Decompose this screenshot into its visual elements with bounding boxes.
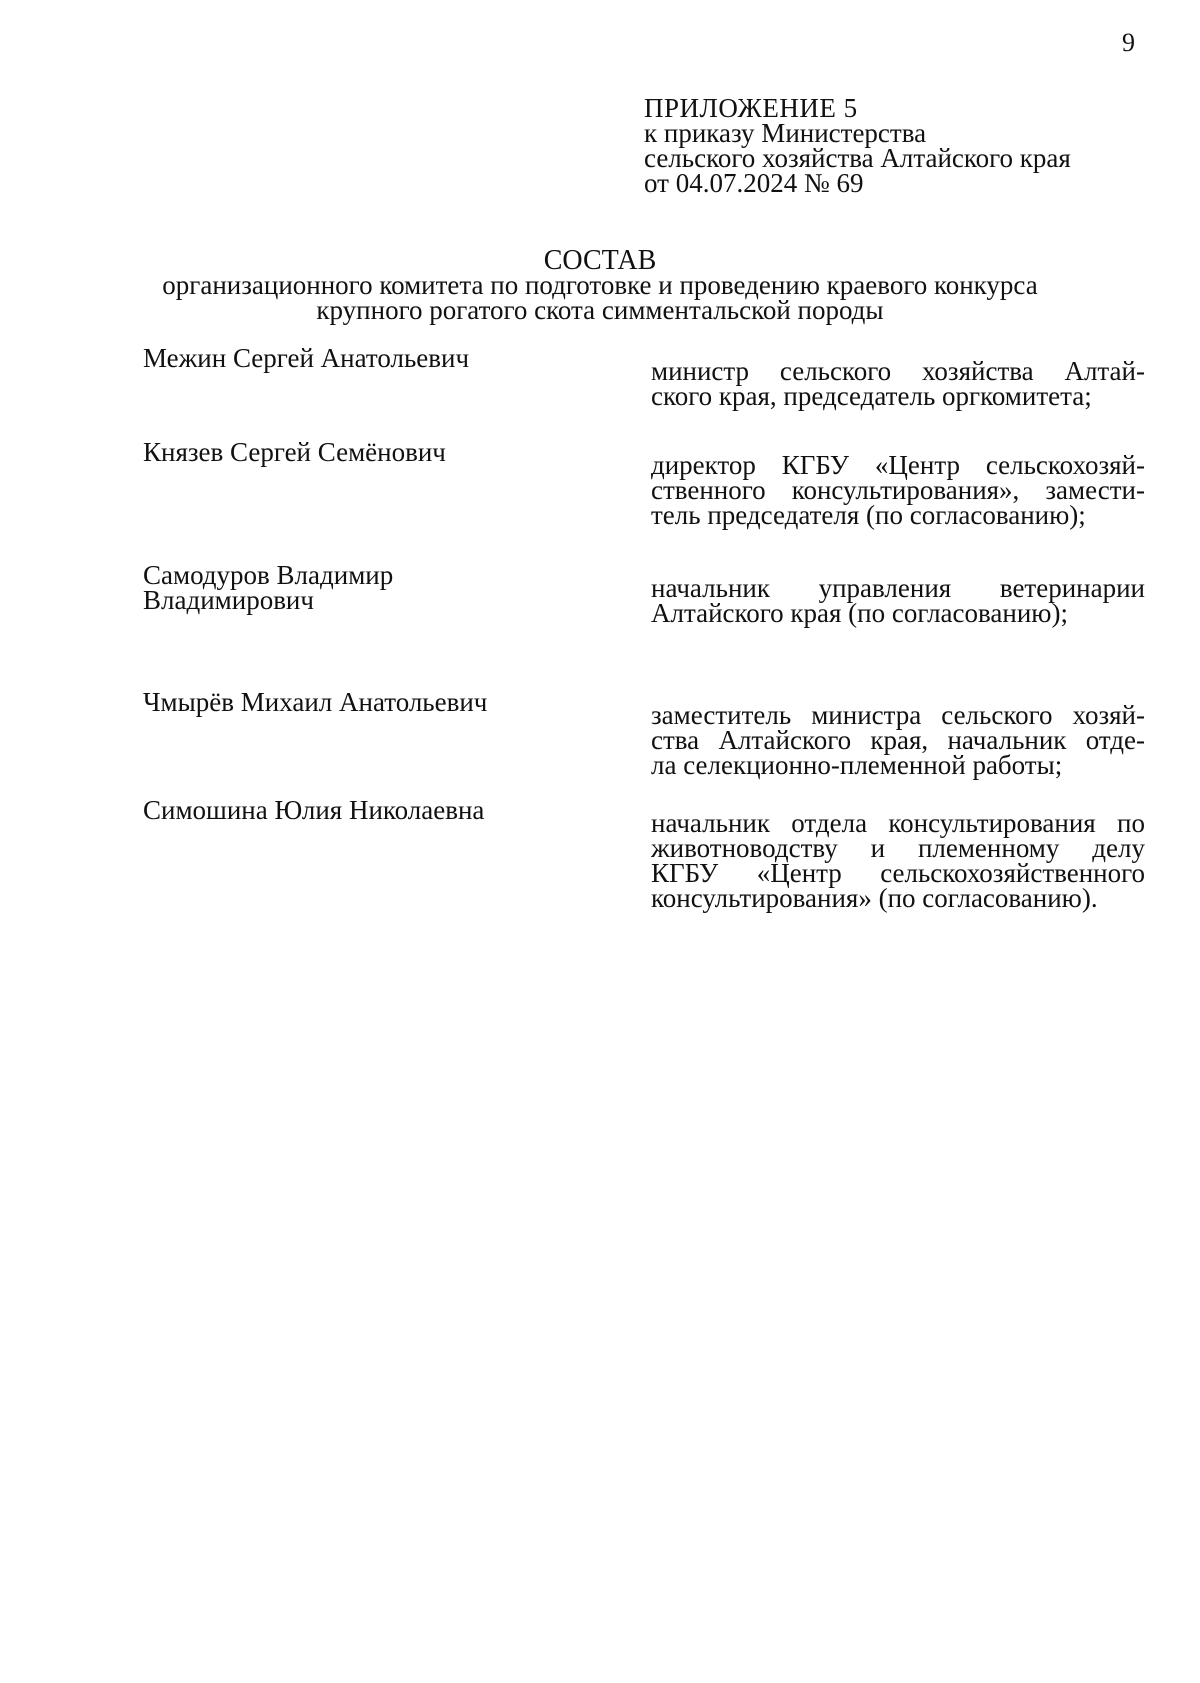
member-role xyxy=(651,573,1145,628)
member-name xyxy=(143,437,603,467)
document-title: СОСТАВ xyxy=(543,245,657,276)
member-name xyxy=(143,687,603,717)
appendix-line: к приказу Министерства xyxy=(644,118,927,148)
member-role xyxy=(651,808,1145,913)
member-role-line: заместитель министра сельского хозяй- xyxy=(651,700,1145,730)
member-name xyxy=(143,560,603,615)
member-role-line: тель председателя (по согласованию); xyxy=(651,500,1086,530)
member-name-line: Князев Сергей Семёнович xyxy=(143,437,446,467)
member-name xyxy=(143,343,603,373)
member-role xyxy=(651,450,1145,530)
member-role-line: ственного консультирования», замести- xyxy=(651,475,1145,505)
appendix-line: от 04.07.2024 № 69 xyxy=(644,168,864,198)
appendix-title: ПРИЛОЖЕНИЕ 5 xyxy=(644,93,858,123)
member-role-line: министр сельского хозяйства Алтай- xyxy=(651,356,1145,386)
member-role-line: ства Алтайского края, начальник отде- xyxy=(651,725,1145,755)
member-role-line: Алтайского края (по согласованию); xyxy=(651,598,1068,628)
member-role-line: начальник управления ветеринарии xyxy=(651,573,1145,603)
member-role-line: консультирования» (по согласованию). xyxy=(651,883,1098,913)
document-subtitle-line: организационного комитета по подготовке и проведению краевого конкурса xyxy=(162,270,1038,300)
member-name-line: Самодуров Владимир xyxy=(143,560,394,590)
member-name-line: Чмырёв Михаил Анатольевич xyxy=(143,687,488,717)
appendix-line: сельского хозяйства Алтайского края xyxy=(644,143,1071,173)
member-role-line: ского края, председатель оргкомитета; xyxy=(651,381,1092,411)
member-name-line: Межин Сергей Анатольевич xyxy=(143,343,470,373)
appendix-block xyxy=(644,93,1071,198)
member-name-line: Симошина Юлия Николаевна xyxy=(143,795,485,825)
document-title-block xyxy=(0,245,1200,325)
page-number: 9 xyxy=(1122,28,1135,57)
document-subtitle-line: крупного рогатого скота симментальской породы xyxy=(316,295,884,325)
member-name-line: Владимирович xyxy=(143,585,314,615)
member-role-line: КГБУ «Центр сельскохозяйственного xyxy=(651,858,1145,888)
member-role-line: директор КГБУ «Центр сельскохозяй- xyxy=(651,450,1145,480)
member-role-line: животноводству и племенному делу xyxy=(651,833,1145,863)
member-role-line: ла селекционно-племенной работы; xyxy=(651,750,1063,780)
member-role xyxy=(651,700,1145,780)
member-role-line: начальник отдела консультирования по xyxy=(651,808,1145,838)
member-name xyxy=(143,795,603,825)
member-role xyxy=(651,356,1145,411)
